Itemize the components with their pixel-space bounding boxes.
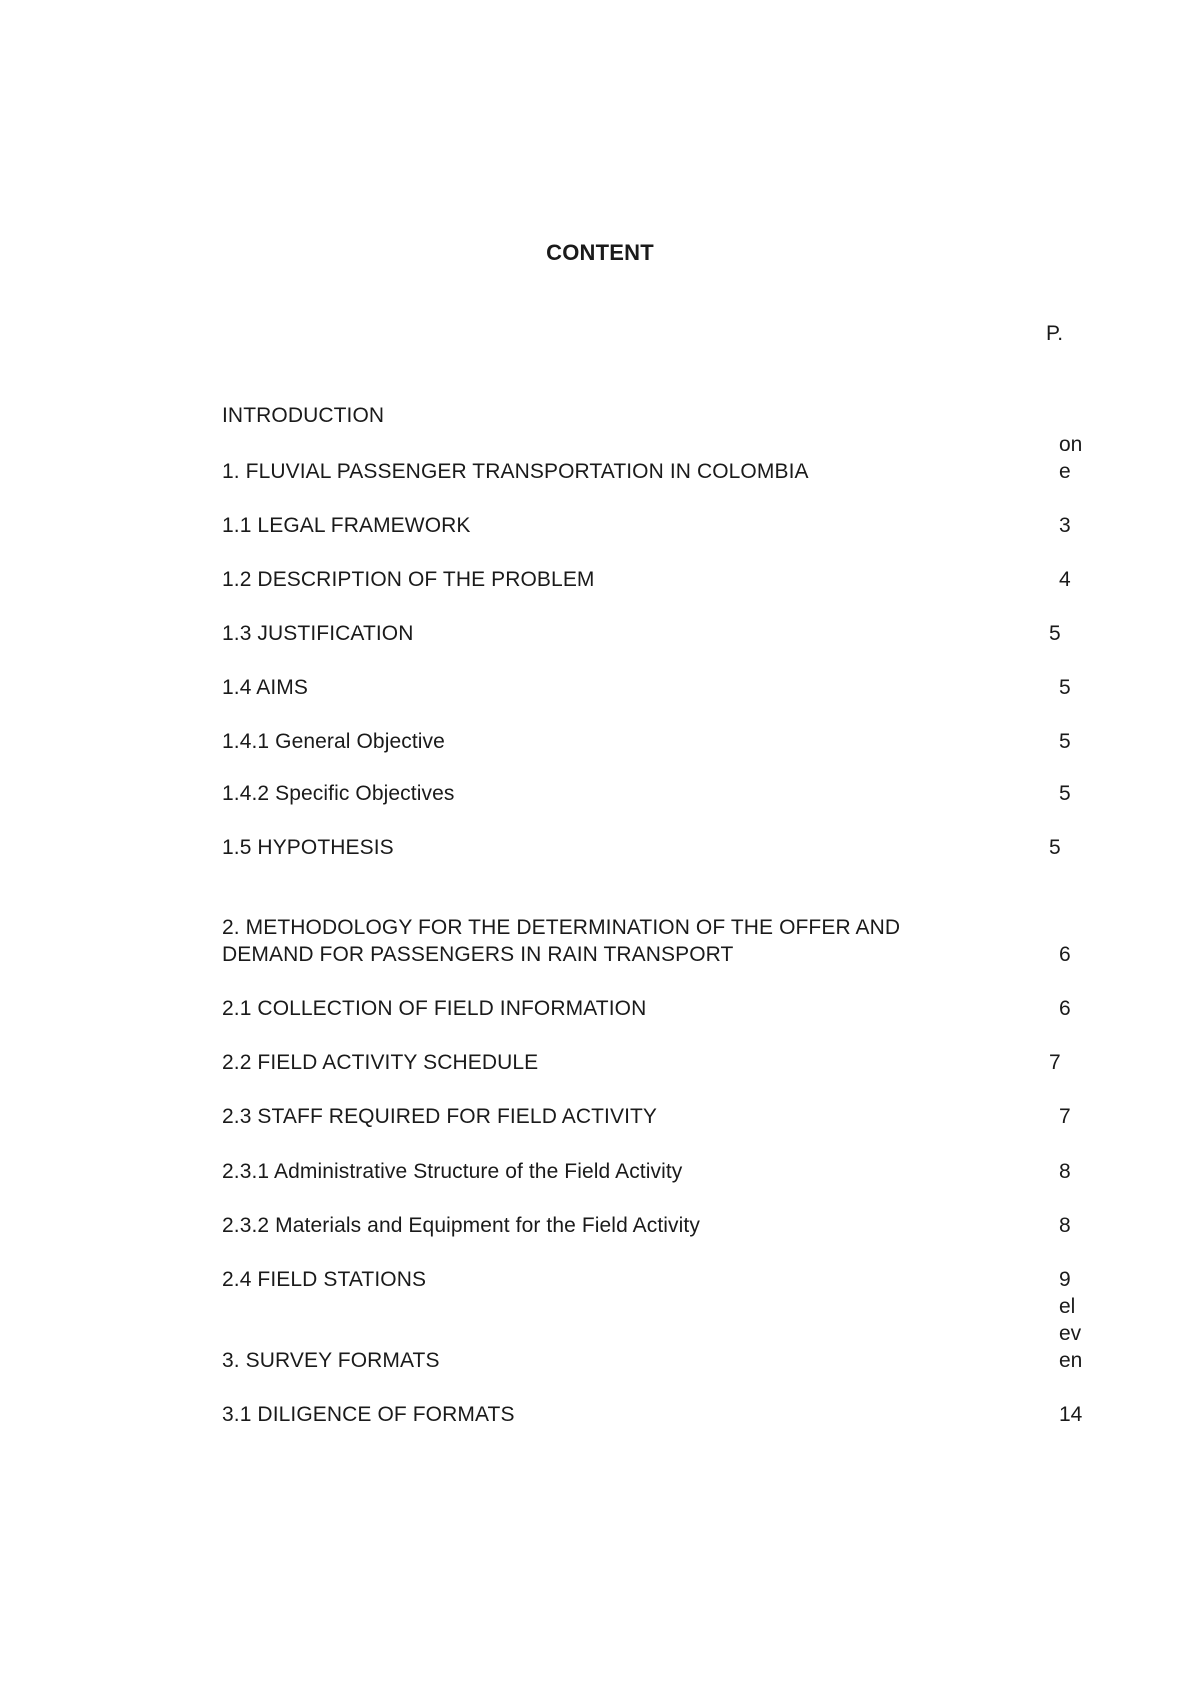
toc-entry-2-3-1: 2.3.1 Administrative Structure of the Field Activity: [222, 1160, 683, 1183]
toc-page-2-3-2: 8: [1059, 1214, 1071, 1237]
toc-title: CONTENT: [546, 240, 654, 265]
toc-page-1-1: 3: [1059, 514, 1071, 537]
toc-entry-2-3-2: 2.3.2 Materials and Equipment for the Field Activity: [222, 1214, 700, 1237]
toc-entry-3: 3. SURVEY FORMATS: [222, 1349, 440, 1372]
toc-page-1-line2: e: [1059, 460, 1071, 483]
toc-page-2-3-1: 8: [1059, 1160, 1071, 1183]
toc-page-2: 6: [1059, 943, 1071, 966]
toc-page-1-4-1: 5: [1059, 730, 1071, 753]
toc-entry-3-1: 3.1 DILIGENCE OF FORMATS: [222, 1403, 515, 1426]
toc-page-3-line3: en: [1059, 1349, 1083, 1372]
toc-entry-1-1: 1.1 LEGAL FRAMEWORK: [222, 514, 471, 537]
toc-page-2-4: 9: [1059, 1268, 1071, 1291]
toc-page-2-1: 6: [1059, 997, 1071, 1020]
toc-entry-1-2: 1.2 DESCRIPTION OF THE PROBLEM: [222, 568, 595, 591]
toc-page-2-3: 7: [1059, 1105, 1071, 1128]
toc-page-1-2: 4: [1059, 568, 1071, 591]
toc-page-1-3: 5: [1049, 622, 1061, 645]
page-column-label: P.: [1046, 322, 1064, 345]
toc-entry-1-4: 1.4 AIMS: [222, 676, 309, 699]
toc-page-1-4-2: 5: [1059, 782, 1071, 805]
toc-entry-2-1: 2.1 COLLECTION OF FIELD INFORMATION: [222, 997, 647, 1020]
toc-page-1-line1: on: [1059, 433, 1083, 456]
toc-page-2-2: 7: [1049, 1051, 1061, 1074]
toc-page-3-line1: el: [1059, 1295, 1076, 1318]
toc-entry-introduction: INTRODUCTION: [222, 404, 385, 427]
toc-entry-1: 1. FLUVIAL PASSENGER TRANSPORTATION IN COLOMBIA: [222, 460, 809, 483]
toc-page-3-1: 14: [1059, 1403, 1083, 1426]
toc-entry-2-line2: DEMAND FOR PASSENGERS IN RAIN TRANSPORT: [222, 943, 734, 966]
toc-entry-2-4: 2.4 FIELD STATIONS: [222, 1268, 427, 1291]
toc-entry-2-3: 2.3 STAFF REQUIRED FOR FIELD ACTIVITY: [222, 1105, 658, 1128]
toc-entry-1-3: 1.3 JUSTIFICATION: [222, 622, 414, 645]
toc-entry-1-4-1: 1.4.1 General Objective: [222, 730, 445, 753]
toc-page-3-line2: ev: [1059, 1322, 1082, 1345]
toc-entry-1-4-2: 1.4.2 Specific Objectives: [222, 782, 455, 805]
toc-page-1-5: 5: [1049, 836, 1061, 859]
toc-entry-1-5: 1.5 HYPOTHESIS: [222, 836, 394, 859]
toc-entry-2-2: 2.2 FIELD ACTIVITY SCHEDULE: [222, 1051, 539, 1074]
toc-page-1-4: 5: [1059, 676, 1071, 699]
toc-entry-2-line1: 2. METHODOLOGY FOR THE DETERMINATION OF THE OFFER AND: [222, 916, 901, 939]
